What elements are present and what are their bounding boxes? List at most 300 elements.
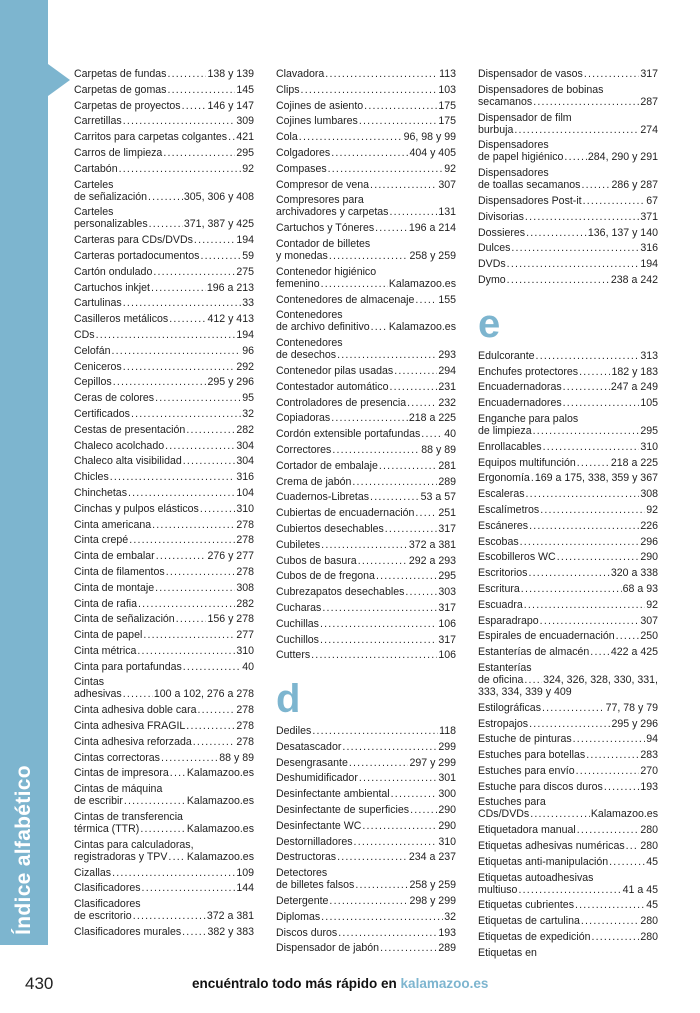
entry-pages: 281: [438, 459, 456, 472]
dot-leader: [575, 899, 645, 911]
entry-line: [478, 551, 658, 563]
index-entry: [478, 534, 658, 550]
entry-line: [276, 206, 456, 218]
dot-leader: [563, 381, 610, 393]
entry-pages: 316: [640, 242, 658, 255]
entry-label: Destructoras: [276, 851, 337, 864]
entry-pages: 194: [236, 234, 254, 247]
dot-leader: [200, 250, 241, 262]
index-entry: [276, 426, 456, 442]
entry-pages: 103: [438, 83, 456, 96]
entry-label: CDs: [74, 328, 95, 341]
entry-line: [276, 84, 456, 96]
entry-line: [276, 836, 456, 848]
entry-pages: 298 y 299: [409, 895, 456, 908]
entry-line: [478, 915, 658, 927]
entry-label: Escáneres: [478, 519, 529, 532]
index-entry: [478, 502, 658, 518]
entry-line: [276, 927, 456, 939]
entry-pages: 278: [236, 518, 254, 531]
entry-line: [478, 381, 658, 393]
index-entry: [276, 236, 456, 264]
entry-label: Escritorios: [478, 567, 528, 580]
entry-label: Etiquetas adhesivas numéricas: [478, 840, 625, 853]
dot-leader: [543, 441, 640, 453]
entry-line: [74, 661, 254, 673]
dot-leader: [359, 772, 437, 784]
entry-pages: 40: [242, 660, 254, 673]
entry-label: Enganche para palos: [478, 412, 579, 425]
entry-label-continued: CDs/DVDs: [478, 808, 530, 821]
dot-leader: [385, 523, 438, 535]
index-entry: [478, 209, 658, 225]
entry-label: Certificados: [74, 407, 130, 420]
section-letter-heading: d: [276, 677, 301, 722]
entry-pages: 232: [438, 396, 456, 409]
entry-line: [276, 397, 456, 409]
entry-pages: 287: [640, 95, 658, 108]
entry-label: Crema de jabón: [276, 475, 352, 488]
entry-line: [276, 309, 456, 321]
entry-pages: 136, 137 y 140: [587, 226, 658, 239]
entry-line: [276, 895, 456, 907]
index-entry: [478, 854, 658, 870]
entry-line: [276, 570, 456, 582]
dot-leader: [355, 879, 408, 891]
index-entry: [478, 364, 658, 380]
index-entry: [478, 822, 658, 838]
dot-leader: [168, 851, 185, 863]
entry-line: [478, 872, 658, 884]
entry-line: [74, 206, 254, 218]
entry-label: Cestas de presentación: [74, 423, 186, 436]
entry-label: Dispensadores Post-it: [478, 194, 582, 207]
dot-leader: [124, 795, 186, 807]
dot-leader: [376, 570, 437, 582]
entry-label: Cuchillas: [276, 617, 319, 630]
dot-leader: [405, 586, 437, 598]
index-entry: [276, 82, 456, 98]
page-number: 430: [25, 974, 54, 993]
entry-label: Detergente: [276, 895, 329, 908]
entry-label: Diplomas: [276, 910, 321, 923]
index-entry: [74, 232, 254, 248]
index-entry: [478, 66, 658, 82]
dot-leader: [358, 555, 408, 567]
entry-label: Colgadores: [276, 146, 331, 159]
entry-label: Casilleros metálicos: [74, 313, 169, 326]
entry-pages: 156 y 278: [207, 613, 254, 626]
entry-line: [478, 68, 658, 80]
entry-line: [478, 536, 658, 548]
dot-leader: [524, 674, 542, 686]
entry-line: [478, 583, 658, 595]
entry-label: Deshumidificador: [276, 772, 358, 785]
dot-leader: [518, 884, 621, 896]
entry-label: Dossieres: [478, 226, 526, 239]
index-entry: [478, 439, 658, 455]
entry-label: Encuadernadores: [478, 397, 562, 410]
dot-leader: [557, 551, 640, 563]
index-entry: [74, 501, 254, 517]
index-entry: [74, 564, 254, 580]
index-entry: [478, 348, 658, 364]
entry-line: [478, 139, 658, 151]
entry-label: Clasificadores: [74, 898, 141, 911]
dot-leader: [320, 634, 437, 646]
entry-line: [74, 282, 254, 294]
entry-line: [74, 688, 254, 700]
entry-pages: 295: [640, 424, 658, 437]
dot-leader: [342, 741, 437, 753]
entry-line: [276, 412, 456, 424]
dot-leader: [394, 365, 437, 377]
entry-pages: 218 a 225: [408, 412, 456, 425]
index-entry: [74, 359, 254, 375]
index-entry: [74, 580, 254, 596]
entry-label: Desinfectante ambiental: [276, 788, 390, 801]
entry-label-continued: de escribir: [74, 795, 123, 808]
website-link[interactable]: kalamazoo.es: [400, 976, 489, 991]
entry-line: [74, 629, 254, 641]
entry-line: [478, 808, 658, 820]
index-entry: [74, 374, 254, 390]
entry-pages: 194: [640, 258, 658, 271]
entry-line: [276, 804, 456, 816]
entry-label: Carteras portadocumentos: [74, 249, 200, 262]
entry-label-continued: de oficina: [478, 673, 524, 686]
index-entry: [276, 755, 456, 771]
index-entry: [276, 553, 456, 569]
entry-line: [74, 839, 254, 851]
dot-leader: [133, 910, 206, 922]
entry-label: Contestador automático: [276, 380, 389, 393]
entry-line: [74, 471, 254, 483]
entry-pages: Kalamazoo.es: [590, 808, 658, 821]
entry-label: Estilográficas: [478, 701, 541, 714]
entry-pages: 372 a 381: [408, 538, 456, 551]
index-entry: [276, 335, 456, 363]
dot-leader: [525, 211, 639, 223]
entry-label-continued: de billetes falsos: [276, 879, 355, 892]
entry-line: [74, 147, 254, 159]
entry-line: [74, 503, 254, 515]
index-entry: [74, 674, 254, 702]
entry-label: Cubos de de fregona: [276, 570, 375, 583]
entry-line: [276, 250, 456, 262]
entry-line: [276, 444, 456, 456]
entry-pages: 283: [640, 749, 658, 762]
index-entry: [276, 363, 456, 379]
entry-line: [478, 615, 658, 627]
entry-label: Contenedores: [276, 309, 343, 322]
entry-pages: 317: [438, 522, 456, 535]
entry-line: [74, 582, 254, 594]
index-entry: [276, 849, 456, 865]
index-entry: [478, 518, 658, 534]
entry-line: [478, 856, 658, 868]
entry-pages: Kalamazoo.es: [186, 850, 254, 863]
index-entry: [74, 517, 254, 533]
dot-leader: [152, 519, 235, 531]
entry-pages: 310: [236, 644, 254, 657]
dot-leader: [321, 539, 408, 551]
dot-leader: [151, 282, 206, 294]
entry-line: [74, 297, 254, 309]
entry-label: Escobilleros WC: [478, 551, 556, 564]
index-entry: [276, 177, 456, 193]
entry-pages: 296: [640, 535, 658, 548]
entry-label: Cubos de basura: [276, 554, 357, 567]
index-entry: [478, 470, 658, 486]
entry-line: [276, 649, 456, 661]
entry-pages: 238 a 242: [610, 273, 658, 286]
entry-line: [74, 100, 254, 112]
dot-leader: [379, 460, 437, 472]
entry-line: [74, 851, 254, 863]
entry-line: [478, 567, 658, 579]
entry-line: [276, 772, 456, 784]
entry-pages: 234 a 237: [408, 851, 456, 864]
entry-line: [276, 68, 456, 80]
dot-leader: [228, 131, 235, 143]
dot-leader: [354, 836, 438, 848]
index-entry: [74, 702, 254, 718]
entry-pages: 289: [438, 942, 456, 955]
entry-label: Encuadernadoras: [478, 381, 562, 394]
dot-leader: [138, 598, 235, 610]
entry-line: [478, 674, 658, 686]
entry-label: Clips: [276, 83, 300, 96]
dot-leader: [170, 767, 186, 779]
entry-line: [478, 457, 658, 469]
index-entry: [74, 596, 254, 612]
entry-label: Escobas: [478, 535, 519, 548]
index-entry: [74, 204, 254, 232]
dot-leader: [320, 618, 437, 630]
entry-line: [74, 882, 254, 894]
dot-leader: [536, 350, 640, 362]
dot-leader: [590, 646, 610, 658]
entry-label-continued: de escritorio: [74, 910, 132, 923]
entry-pages: 274: [640, 123, 658, 136]
entry-label: Cinta de señalización: [74, 613, 175, 626]
entry-pages: 193: [438, 926, 456, 939]
index-entry: [276, 893, 456, 909]
entry-line: [478, 630, 658, 642]
dot-leader: [520, 536, 640, 548]
dot-leader: [129, 534, 235, 546]
index-entry: [74, 734, 254, 750]
index-entry: [74, 924, 254, 940]
dot-leader: [148, 191, 183, 203]
entry-pages: 182 y 183: [611, 365, 658, 378]
entry-label: Equipos multifunción: [478, 456, 576, 469]
entry-line: [276, 942, 456, 954]
entry-label: Divisorias: [478, 210, 524, 223]
dot-leader: [149, 218, 183, 230]
entry-label-continued: femenino: [276, 277, 320, 290]
index-entry: [478, 581, 658, 597]
entry-line: [276, 867, 456, 879]
index-entry: [74, 295, 254, 311]
entry-line: [276, 238, 456, 250]
index-entry: [276, 489, 456, 505]
entry-pages: 308: [236, 581, 254, 594]
entry-line: [276, 163, 456, 175]
index-entry: [74, 532, 254, 548]
entry-pages: 193: [640, 780, 658, 793]
index-entry: [276, 865, 456, 893]
entry-label-continued: archivadores y carpetas: [276, 206, 389, 219]
entry-label: Estuches para envío: [478, 764, 575, 777]
entry-pages: 277: [236, 629, 254, 642]
index-entry: [276, 505, 456, 521]
entry-line: [478, 765, 658, 777]
entry-label: Cubiertas de encuadernación: [276, 507, 415, 520]
entry-label: Estanterías: [478, 661, 532, 674]
entry-line: [478, 824, 658, 836]
entry-line: [478, 151, 658, 163]
entry-label: Cucharas: [276, 601, 322, 614]
entry-line: [74, 898, 254, 910]
entry-label: Etiquetadora manual: [478, 824, 576, 837]
index-entry: [74, 809, 254, 837]
entry-label: Cojines lumbares: [276, 115, 358, 128]
entry-label: Cartulinas: [74, 297, 122, 310]
entry-pages: 175: [438, 115, 456, 128]
entry-pages: 194: [236, 328, 254, 341]
entry-pages: 304: [236, 439, 254, 452]
dot-leader: [321, 911, 443, 923]
index-entry: [478, 165, 658, 193]
dot-leader: [352, 476, 437, 488]
entry-pages: 295 y 296: [207, 376, 254, 389]
entry-line: [478, 520, 658, 532]
index-entry: [478, 945, 658, 961]
entry-label: Dispensador de film: [478, 111, 572, 124]
dot-leader: [362, 820, 437, 832]
index-entry: [276, 802, 456, 818]
dot-leader: [616, 630, 640, 642]
dot-leader: [155, 582, 235, 594]
entry-pages: 382 y 383: [207, 926, 254, 939]
entry-label: Etiquetas en: [478, 946, 537, 959]
index-entry: [74, 422, 254, 438]
entry-line: [74, 704, 254, 716]
dot-leader: [137, 645, 235, 657]
entry-line: [478, 84, 658, 96]
index-entry: [478, 110, 658, 138]
entry-label: Estuches para: [478, 796, 546, 809]
entry-label: Cartabón: [74, 162, 118, 175]
index-entry: [478, 549, 658, 565]
entry-label: Desinfectante WC: [276, 819, 362, 832]
dot-leader: [407, 397, 437, 409]
entry-line: [74, 163, 254, 175]
entry-line: [74, 313, 254, 325]
entry-pages: 145: [236, 83, 254, 96]
entry-pages: 218 a 225: [610, 456, 658, 469]
dot-leader: [153, 266, 235, 278]
entry-pages: Kalamazoo.es: [186, 795, 254, 808]
dot-leader: [131, 408, 241, 420]
entry-pages: 295: [236, 146, 254, 159]
entry-pages: 371: [640, 210, 658, 223]
entry-pages: 275: [236, 265, 254, 278]
entry-line: [276, 634, 456, 646]
dot-leader: [337, 851, 408, 863]
entry-label: Espirales de encuadernación: [478, 630, 615, 643]
entry-label: Carros de limpieza: [74, 146, 163, 159]
entry-line: [74, 783, 254, 795]
entry-label: Carpetas de fundas: [74, 68, 167, 80]
dot-leader: [142, 882, 236, 894]
index-entry: [276, 458, 456, 474]
entry-pages: 372 a 381: [206, 910, 254, 923]
index-entry: [74, 280, 254, 296]
entry-pages: 32: [444, 910, 456, 923]
entry-label: Carteles: [74, 206, 114, 219]
entry-pages: 92: [242, 162, 254, 175]
entry-label: Ceras de colores: [74, 392, 155, 405]
entry-label: Cinta para portafundas: [74, 660, 182, 673]
entry-pages: 68 a 93: [622, 582, 658, 595]
entry-label: Cepillos: [74, 376, 112, 389]
index-entry: [478, 644, 658, 660]
entry-label: Cintas de transferencia: [74, 811, 183, 824]
index-entry: [276, 537, 456, 553]
entry-pages: 105: [640, 397, 658, 410]
entry-pages: 88 y 89: [219, 751, 254, 764]
dot-leader: [529, 718, 610, 730]
index-entry: [276, 292, 456, 308]
entry-line: [276, 741, 456, 753]
entry-label: Cubiletes: [276, 538, 321, 551]
index-entry: [478, 700, 658, 716]
entry-pages: 96, 98 y 99: [403, 131, 456, 144]
entry-line: [276, 131, 456, 143]
entry-label: Compresor de vena: [276, 178, 370, 191]
entry-label: Cizallas: [74, 866, 112, 879]
dot-leader: [581, 915, 639, 927]
entry-line: [74, 613, 254, 625]
entry-pages: 276 y 277: [207, 550, 254, 563]
entry-label: Desengrasante: [276, 756, 348, 769]
index-entry: [478, 913, 658, 929]
index-entry: [74, 98, 254, 114]
entry-line: [74, 266, 254, 278]
entry-line: [74, 234, 254, 246]
entry-pages: 305, 306 y 408: [183, 190, 254, 203]
entry-pages: 422 a 425: [610, 646, 658, 659]
entry-pages: 278: [236, 735, 254, 748]
dot-leader: [331, 412, 408, 424]
entry-label-continued: de archivo definitivo: [276, 321, 370, 334]
entry-line: [74, 676, 254, 688]
dot-leader: [299, 131, 403, 143]
dot-leader: [331, 147, 408, 159]
entry-line: [478, 796, 658, 808]
index-entry: [74, 145, 254, 161]
index-entry: [276, 264, 456, 292]
entry-line: [276, 428, 456, 440]
entry-line: [74, 179, 254, 191]
entry-pages: 295 y 296: [611, 717, 658, 730]
entry-label: Cinchas y pulpos elásticos: [74, 502, 199, 515]
entry-line: [74, 392, 254, 404]
entry-pages: 226: [640, 519, 658, 532]
